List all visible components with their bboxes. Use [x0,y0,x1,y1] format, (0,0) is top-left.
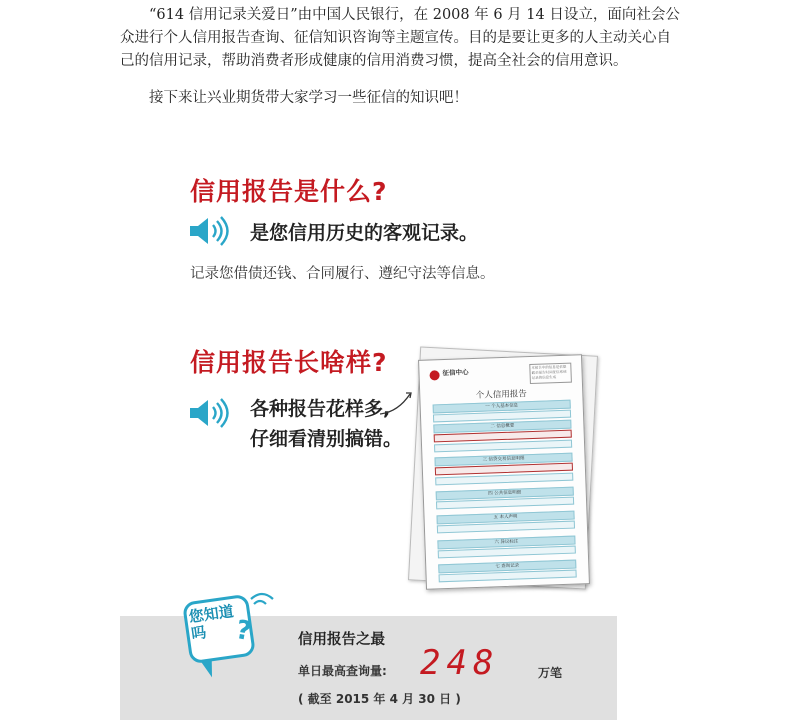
report-section: 六 异议标注 [437,536,575,550]
panel-note: ( 截至 2015 年 4 月 30 日 ) [298,692,461,706]
section1-heading: 信用报告是什么? [190,177,388,206]
report-section: 五 本人声明 [436,511,574,525]
bubble-text: 您知道吗 [187,602,235,644]
intro-paragraph-2: 接下来让兴业期货带大家学习一些征信的知识吧！ [149,90,468,106]
panel-label: 单日最高查询量: [298,664,387,678]
section1-detail: 记录您借债还钱、合同履行、遵纪守法等信息。 [190,266,495,282]
panel-title: 信用报告之最 [298,632,385,648]
report-org: 征信中心 [442,368,469,378]
panel-unit: 万笔 [538,666,563,680]
report-title: 个人信用报告 [475,389,527,401]
intro-paragraph-1: “614 信用记录关爱日”由中国人民银行，在 2008 年 6 月 14 日设立，面向社会公众进行个人信用报告查询、征信知识咨询等主题宣传。目的是要让更多的人主动关心自己的信用记录，帮助消费者形成健康的信用消费习惯，提高全社会的信用意识。 [120,7,680,69]
report-section: 二 信息概要 [433,420,571,434]
report-section: 七 查询记录 [438,560,576,574]
pboc-logo-icon [429,370,439,380]
question-mark-icon: ? [233,614,254,648]
panel-number: 248 [420,643,500,683]
section1-answer: 是您信用历史的客观记录。 [250,222,479,244]
report-section: 三 信贷交易信息明细 [434,453,572,467]
section2-heading: 信用报告长啥样? [190,348,388,377]
section2-line2: 仔细看清别搞错。 [250,428,403,450]
signal-wave-icon [250,590,276,616]
speaker-icon [188,396,232,430]
speaker-icon [188,214,232,248]
intro-text [120,4,680,110]
report-section: 一 个人基本信息 [433,400,571,414]
credit-report-illustration [402,345,592,590]
report-section: 四 公共信息明细 [436,487,574,501]
report-paper [418,354,590,590]
report-stamp: 本报告中的信息是依据截至报告时间征信系统记录的信息生成 [529,363,572,384]
section2-line1: 各种报告花样多, [250,398,391,420]
